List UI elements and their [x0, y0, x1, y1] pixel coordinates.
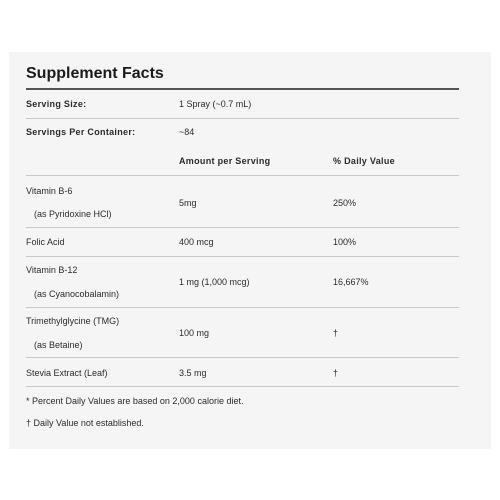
nutrient-name: Vitamin B-6: [26, 186, 73, 196]
nutrient-name: Vitamin B-12: [26, 265, 78, 275]
footnote: * Percent Daily Values are based on 2,000 calorie diet.: [26, 396, 244, 406]
nutrient-daily-value: 100%: [333, 237, 357, 247]
nutrient-name: Trimethylglycine (TMG): [26, 316, 120, 326]
nutrient-daily-value: 250%: [333, 198, 357, 208]
divider: [26, 357, 459, 358]
nutrient-amount: 5mg: [179, 198, 197, 208]
panel-title: Supplement Facts: [26, 65, 164, 82]
nutrient-source: (as Cyanocobalamin): [34, 289, 120, 299]
title-divider: [26, 88, 459, 90]
nutrient-daily-value: †: [333, 368, 339, 378]
divider: [26, 256, 459, 257]
divider: [26, 227, 459, 228]
nutrient-source: (as Pyridoxine HCl): [34, 209, 112, 219]
amount-column-header: Amount per Serving: [179, 156, 271, 166]
nutrient-name: Stevia Extract (Leaf): [26, 368, 108, 378]
nutrient-daily-value: †: [333, 328, 339, 338]
servings-per-container-label: Servings Per Container:: [26, 127, 136, 137]
nutrient-amount: 400 mcg: [179, 237, 214, 247]
nutrient-amount: 3.5 mg: [179, 368, 207, 378]
supplement-facts-panel: [9, 52, 491, 449]
divider: [26, 307, 459, 308]
divider: [26, 386, 459, 387]
divider: [26, 118, 459, 119]
nutrient-name: Folic Acid: [26, 237, 65, 247]
nutrient-source: (as Betaine): [34, 340, 83, 350]
servings-per-container-value: ~84: [179, 127, 195, 137]
nutrient-daily-value: 16,667%: [333, 277, 369, 287]
daily-value-column-header: % Daily Value: [333, 156, 395, 166]
footnote: † Daily Value not established.: [26, 418, 144, 428]
nutrient-amount: 100 mg: [179, 328, 210, 338]
divider: [26, 175, 459, 176]
nutrient-amount: 1 mg (1,000 mcg): [179, 277, 250, 287]
serving-size-label: Serving Size:: [26, 99, 87, 109]
serving-size-value: 1 Spray (~0.7 mL): [179, 99, 252, 109]
